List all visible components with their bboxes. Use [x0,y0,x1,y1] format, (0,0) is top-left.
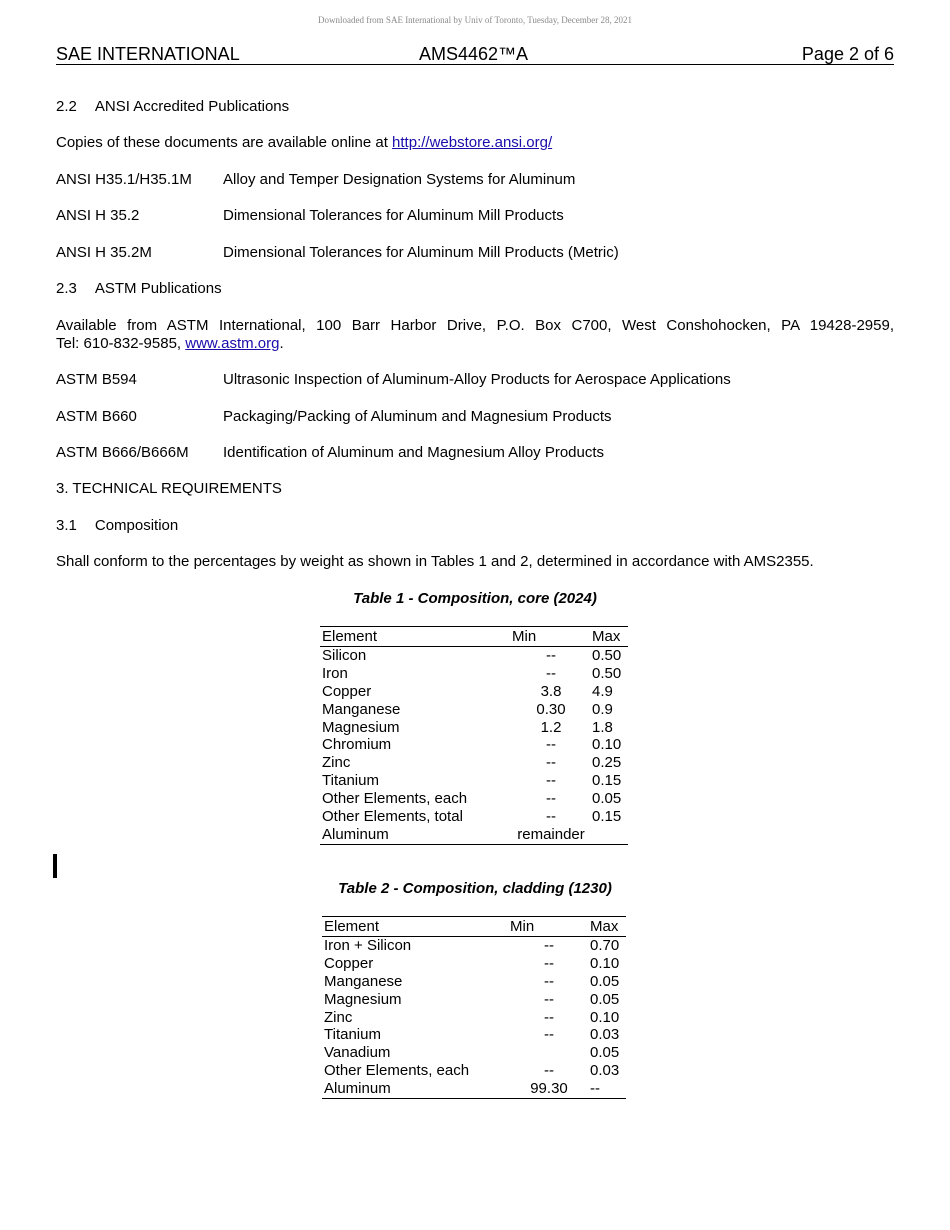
cell-max: 4.9 [592,682,613,700]
reference-title: Ultrasonic Inspection of Aluminum-Alloy Products for Aerospace Applications [223,371,731,388]
cell-element: Vanadium [324,1044,391,1062]
cell-element: Iron + Silicon [324,936,412,954]
table-row [322,1044,626,1062]
table-header-row [320,627,628,647]
cell-min: 1.2 [540,718,562,736]
table-row [322,1080,626,1098]
section-number: 3.1 [56,517,77,534]
table-row [320,719,628,737]
cell-max: 0.15 [592,772,622,790]
reference-code: ANSI H 35.2M [56,244,152,261]
table-row [322,991,626,1009]
cell-min: -- [544,954,554,972]
cell-max: 1.8 [592,718,613,736]
astm-link-suffix: . [279,335,284,352]
table-row [320,826,628,844]
cell-min: -- [544,1062,554,1080]
ansi-webstore-link[interactable]: http://webstore.ansi.org/ [392,134,553,151]
cell-element: Other Elements, each [322,790,468,808]
header-org: SAE INTERNATIONAL [56,44,240,64]
column-header-max: Max [588,917,626,937]
reference-code: ASTM B666/B666M [56,444,189,461]
cell-min: 0.30 [536,700,566,718]
cell-max: 0.50 [592,664,622,682]
cell-element: Aluminum [320,826,510,844]
section-title: ANSI Accredited Publications [94,98,290,115]
table-row [320,646,628,664]
cell-element: Zinc [322,754,351,772]
cell-min: -- [544,1008,554,1026]
ansi-intro: Copies of these documents are available online at [56,134,393,151]
cell-element: Manganese [324,972,403,990]
cell-max: 0.03 [590,1062,620,1080]
cell-element: Aluminum [322,1080,508,1098]
reference-title: Dimensional Tolerances for Aluminum Mill Products [223,207,564,224]
reference-code: ANSI H 35.2 [56,207,140,224]
column-header-max: Max [590,627,628,647]
cell-min: 99.30 [508,1080,588,1098]
cell-min: -- [544,936,554,954]
table-row [322,1009,626,1027]
cell-min: -- [546,772,556,790]
astm-availability-text [56,317,894,353]
section-2-2-heading [56,98,289,116]
cell-max: 0.25 [592,754,622,772]
cell-max: 0.9 [592,700,613,718]
cell-min: remainder [510,826,590,844]
ansi-availability-text [56,134,552,152]
table-2-caption: Table 2 - Composition, cladding (1230) [338,880,612,897]
cell-max: 0.10 [590,954,620,972]
section-3-1-heading [56,517,178,535]
cell-element: Chromium [322,736,392,754]
cell-min: 3.8 [540,682,562,700]
table-row [320,736,628,754]
section-title: ASTM Publications [94,280,222,297]
cell-min: -- [546,790,556,808]
section-number: 2.2 [56,98,77,115]
reference-code: ANSI H35.1/H35.1M [56,171,192,188]
cell-element: Iron [322,664,348,682]
cell-max: 0.70 [590,936,620,954]
cell-max: -- [588,1080,626,1098]
reference-title: Identification of Aluminum and Magnesium Alloy Products [223,444,605,461]
table-header-row [322,917,626,937]
cell-min: -- [544,972,554,990]
cell-max: 0.15 [592,808,622,826]
cell-max: 0.10 [592,736,622,754]
table-row [320,665,628,683]
cell-max [590,826,628,844]
cell-element: Titanium [324,1026,381,1044]
composition-statement: Shall conform to the percentages by weight as shown in Tables 1 and 2, determined in accordance with AMS2355. [56,553,814,570]
header-doc-id: AMS4462™A [419,44,529,64]
section-title: Composition [94,517,179,534]
reference-title: Packaging/Packing of Aluminum and Magnesium Products [223,408,612,425]
cell-element: Other Elements, total [322,808,463,826]
section-2-3-heading [56,280,222,298]
astm-address-line: Available from ASTM International, 100 Barr Harbor Drive, P.O. Box C700, West Conshohocken, PA 19428-2959, [56,317,894,334]
cell-element: Magnesium [322,718,400,736]
reference-title: Dimensional Tolerances for Aluminum Mill Products (Metric) [223,244,619,261]
cell-max: 0.05 [590,1044,620,1062]
section-3-heading: 3. TECHNICAL REQUIREMENTS [56,480,282,497]
table-row [322,973,626,991]
table-row [320,754,628,772]
table-row [320,683,628,701]
page-header [56,44,894,65]
reference-title: Alloy and Temper Designation Systems for Aluminum [223,171,576,188]
cell-max: 0.10 [590,1008,620,1026]
cell-min: -- [546,754,556,772]
cell-element: Silicon [322,646,367,664]
column-header-min: Min [508,917,588,937]
cell-element: Copper [322,682,372,700]
revision-change-bar [53,854,57,878]
table-row [322,936,626,954]
column-header-element: Element [320,627,510,647]
cell-min: -- [544,990,554,1008]
astm-phone: Tel: 610-832-9585, [56,335,186,352]
reference-code: ASTM B660 [56,408,137,425]
table-2-composition-cladding [322,916,626,1099]
cell-element: Magnesium [324,990,402,1008]
column-header-element: Element [322,917,508,937]
cell-min: -- [546,664,556,682]
cell-element: Titanium [322,772,379,790]
cell-element: Other Elements, each [324,1062,470,1080]
table-row [320,701,628,719]
cell-max: 0.05 [590,990,620,1008]
cell-max: 0.05 [590,972,620,990]
table-row [322,955,626,973]
cell-element: Copper [324,954,374,972]
section-number: 2.3 [56,280,77,297]
cell-max: 0.50 [592,646,622,664]
astm-website-link[interactable]: www.astm.org [185,335,280,352]
cell-min [508,1044,588,1062]
cell-element: Zinc [324,1008,353,1026]
cell-max: 0.03 [590,1026,620,1044]
column-header-min: Min [510,627,590,647]
table-row [320,790,628,808]
table-row [322,1026,626,1044]
cell-min: -- [546,808,556,826]
table-row [322,1062,626,1080]
table-row [320,808,628,826]
reference-code: ASTM B594 [56,371,137,388]
cell-element: Manganese [322,700,401,718]
cell-min: -- [544,1026,554,1044]
cell-min: -- [546,646,556,664]
header-page-number: Page 2 of 6 [801,44,894,64]
table-1-caption: Table 1 - Composition, core (2024) [353,590,597,607]
table-1-composition-core [320,626,628,845]
download-watermark: Downloaded from SAE International by Univ of Toronto, Tuesday, December 28, 2021 [317,15,633,25]
table-row [320,772,628,790]
cell-min: -- [546,736,556,754]
cell-max: 0.05 [592,790,622,808]
